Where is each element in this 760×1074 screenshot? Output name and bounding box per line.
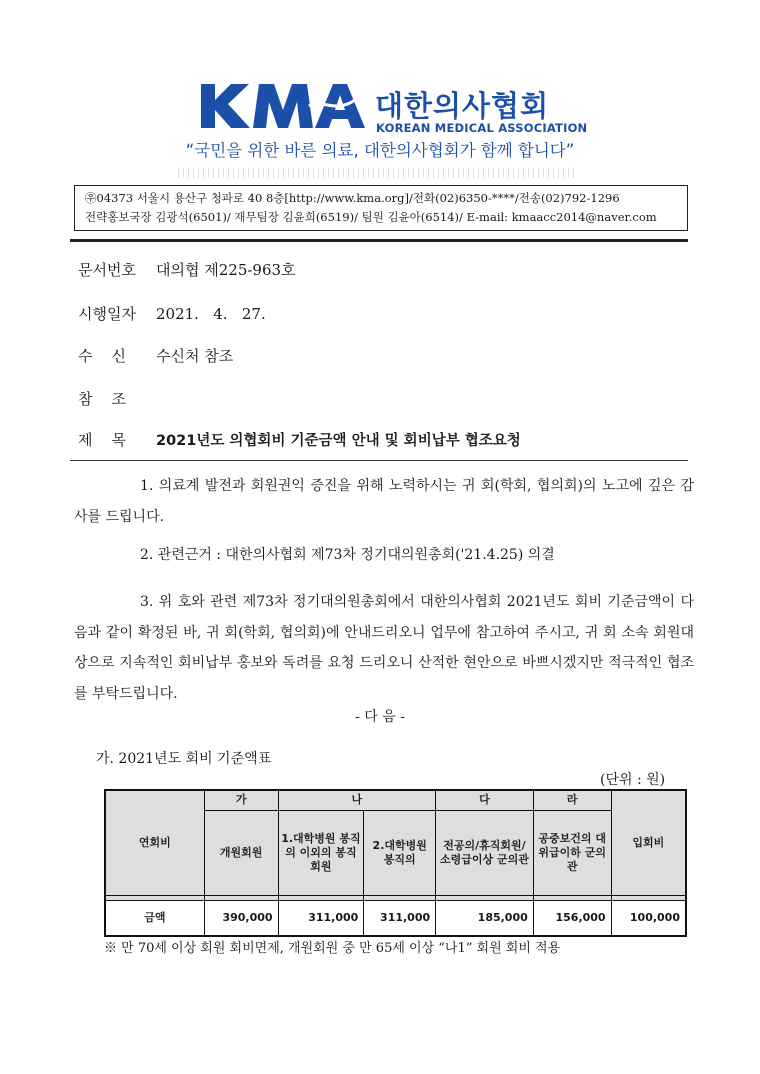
paragraph-2: 2. 관련근거 : 대한의사협회 제73차 정기대의원총회('21.4.25) 의결 [140, 547, 555, 563]
amount-1: 390,000 [204, 900, 278, 936]
amount-label: 금액 [105, 900, 204, 936]
group-na: 나 [278, 790, 436, 810]
paragraph-1: 1. 의료계 발전과 회원권익 증진을 위해 노력하시는 귀 회(학회, 협의회)의 노고에 깊은 감사를 드립니다. [74, 478, 694, 525]
amount-5: 156,000 [533, 900, 611, 936]
amount-2: 311,000 [278, 900, 364, 936]
col-entry-fee: 입회비 [611, 790, 686, 895]
col-resident-military: 전공의/휴직회원/ 소령급이상 군의관 [436, 810, 534, 895]
subject-value: 2021년도 의협회비 기준금액 안내 및 회비납부 협조요청 [156, 433, 521, 449]
doc-number-label: 문서번호 [78, 261, 136, 279]
amount-6: 100,000 [611, 900, 686, 936]
col-univ-employed: 2.대학병원 봉직의 [364, 810, 436, 895]
subject-row [78, 429, 521, 450]
address-line-1: ㉾04373 서울시 용산구 청파로 40 8층[http://www.kma.org]/전화(02)6350-****/전송(02)792-1296 [85, 191, 620, 205]
letterhead [0, 80, 760, 170]
group-ra: 라 [533, 790, 611, 810]
unit-label: (단위 : 원) [600, 772, 666, 788]
date-value: 2021. 4. 27. [156, 305, 266, 323]
table-title: 가. 2021년도 회비 기준액표 [96, 751, 272, 767]
date-row [78, 303, 266, 324]
date-label: 시행일자 [78, 305, 136, 323]
subject-label: 제 목 [78, 431, 127, 449]
reference-row [78, 388, 156, 409]
footnote: ※ 만 70세 이상 회원 회비면제, 개원회원 중 만 65세 이상 “나1” 회원 회비 적용 [104, 941, 561, 956]
recipient-row [78, 345, 233, 366]
row-header-annual-fee: 연회비 [105, 790, 204, 895]
subject-rule [70, 460, 688, 461]
paragraph-3: 3. 위 호와 관련 제73차 정기대의원총회에서 대한의사협회 2021년도 회비 기준금액이 다음과 같이 확정된 바, 귀 회(학회, 협의회)에 안내드리오니 업무에 참고하여 주시고, 귀 회 소속 회원대상으로 지속적인 회비납부 홍보와 독려를 요청 드리오니 산적한 현안으로 바쁘시겠지만 적극적인 협조를 부탁드립니다. [74, 594, 694, 702]
org-name-korean: 대한의사협회 [375, 89, 550, 123]
da-eum-heading: - 다 음 - [355, 709, 405, 725]
decorative-hatch [178, 168, 578, 178]
org-name-english: KOREAN MEDICAL ASSOCIATION [376, 121, 588, 135]
col-practitioner: 개원회원 [204, 810, 278, 895]
doc-number-row [78, 259, 296, 280]
group-ga: 가 [204, 790, 278, 810]
kma-logo-icon [197, 80, 367, 132]
amount-3: 311,000 [364, 900, 436, 936]
col-non-univ-employed: 1.대학병원 봉직의 이외의 봉직회원 [278, 810, 364, 895]
group-da: 다 [436, 790, 534, 810]
col-public-health: 공중보건의 대위급이하 군의관 [533, 810, 611, 895]
reference-label: 참 조 [78, 390, 127, 408]
recipient-value: 수신처 참조 [156, 347, 234, 365]
amount-4: 185,000 [436, 900, 534, 936]
header-rule [70, 239, 688, 242]
fee-table [104, 789, 687, 937]
address-box [74, 185, 688, 231]
slogan: “국민을 위한 바른 의료, 대한의사협회가 함께 합니다” [185, 141, 575, 160]
doc-number: 대의협 제225-963호 [156, 261, 296, 279]
address-line-2: 전략홍보국장 김광석(6501)/ 재무팀장 김윤희(6519)/ 팀원 김윤아(6514)/ E-mail: kmaacc2014@naver.com [85, 210, 657, 224]
recipient-label: 수 신 [78, 347, 127, 365]
